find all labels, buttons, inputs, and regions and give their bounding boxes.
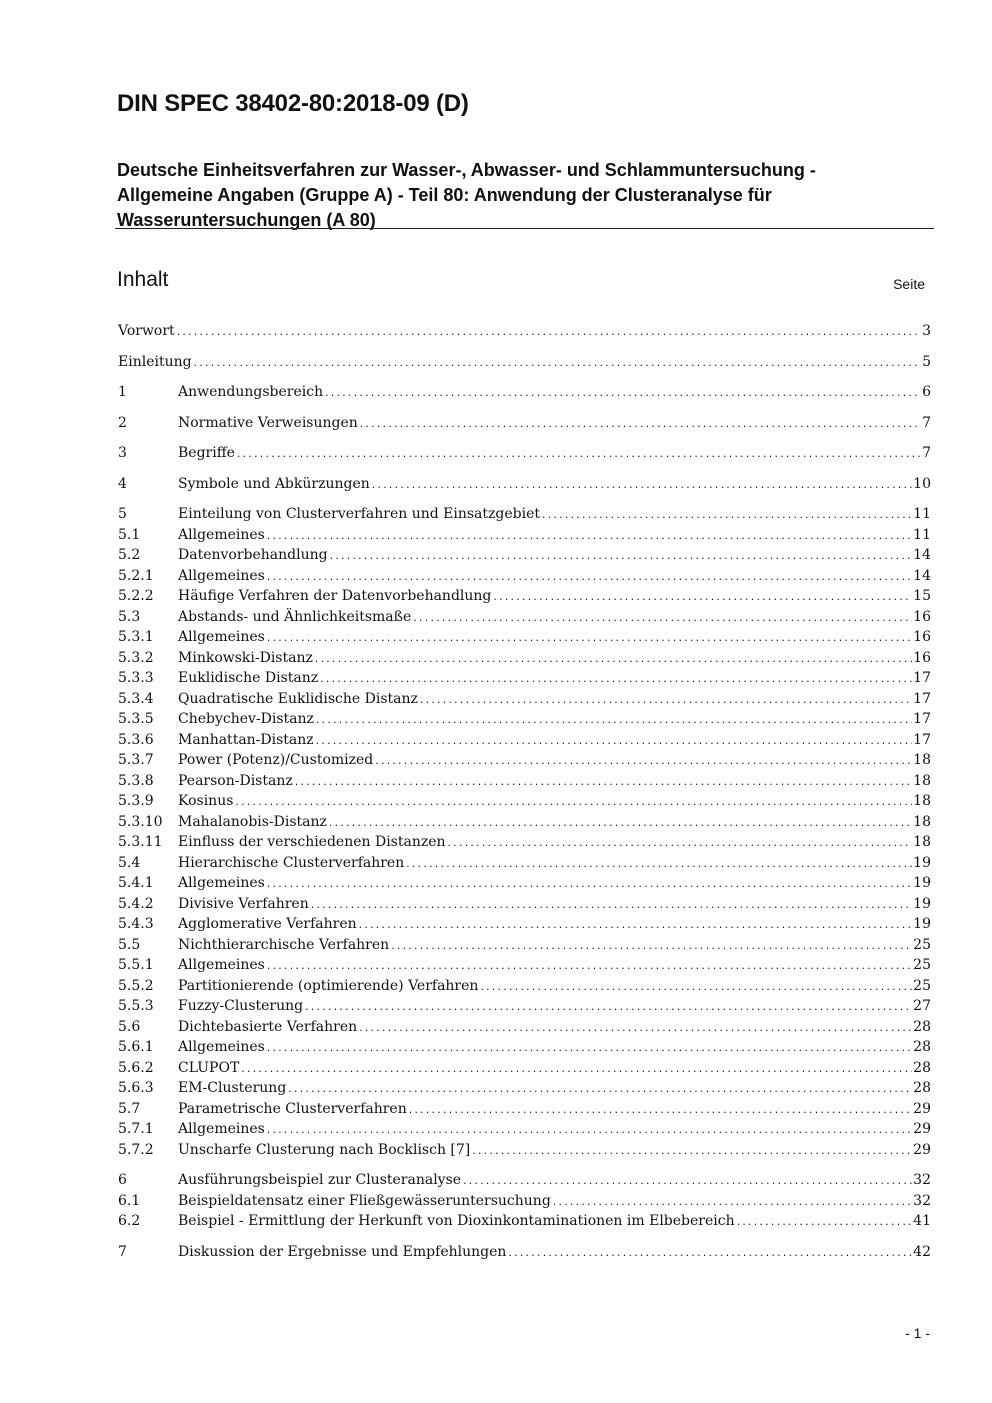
document-title (117, 158, 917, 233)
toc-entry-page: 32 (913, 1172, 931, 1188)
toc-entry[interactable] (118, 793, 931, 814)
toc-entry-page: 17 (913, 711, 931, 727)
toc-entry-title: Fuzzy-Clusterung (178, 998, 304, 1014)
document-title-line: Deutsche Einheitsverfahren zur Wasser-, Abwasser- und Schlammuntersuchung - (117, 160, 816, 180)
toc-entry-title: Pearson-Distanz (178, 772, 293, 789)
toc-entry-page: 18 (913, 752, 931, 768)
toc-entry-title: Allgemeines (178, 567, 265, 584)
toc-dot-leader (240, 1065, 912, 1075)
toc-entry-page: 3 (922, 323, 931, 339)
toc-entry-page: 25 (913, 936, 931, 953)
toc-entry-number: 5.3.6 (118, 731, 154, 748)
toc-entry-number: 5.4.2 (118, 895, 154, 912)
toc-entry[interactable] (118, 629, 931, 650)
toc-entry-number: 3 (118, 445, 127, 461)
toc-entry[interactable] (118, 1193, 931, 1214)
toc-entry-title: Einteilung von Clusterverfahren und Einsatzgebiet (178, 506, 540, 522)
toc-entry-title: EM-Clusterung (178, 1080, 287, 1096)
toc-entry-title: Kosinus (178, 793, 234, 809)
toc-entry-page: 28 (913, 1059, 931, 1076)
toc-entry-page: 11 (913, 526, 931, 543)
toc-dot-leader (412, 614, 912, 624)
toc-entry-page: 28 (913, 1039, 931, 1055)
toc-entry-title: Minkowski-Distanz (178, 649, 313, 666)
toc-entry[interactable] (118, 711, 931, 732)
toc-entry[interactable] (118, 855, 931, 876)
toc-page-column-label: Seite (893, 276, 925, 292)
toc-entry-number: 5.4.3 (118, 916, 154, 932)
toc-entry-title: Allgemeines (178, 526, 265, 543)
toc-entry[interactable] (118, 1101, 931, 1122)
toc-entry-number: 5.3.11 (118, 834, 163, 850)
toc-dot-leader (266, 1044, 912, 1054)
toc-entry-title: Vorwort (118, 323, 175, 339)
toc-dot-leader (408, 1106, 912, 1116)
toc-entry[interactable] (118, 978, 931, 999)
toc-entry-title: Anwendungsbereich (178, 384, 324, 400)
toc-dot-leader (176, 328, 921, 338)
toc-entry-number: 5.1 (118, 526, 141, 543)
toc-entry-number: 5.2 (118, 547, 141, 563)
toc-entry-number: 5.2.1 (118, 567, 154, 584)
toc-entry-page: 16 (913, 608, 931, 625)
toc-entry-page: 14 (913, 567, 931, 584)
toc-entry-page: 32 (913, 1192, 931, 1209)
toc-entry-title: Allgemeines (178, 957, 265, 973)
toc-entry-title: Partitionierende (optimierende) Verfahren (178, 977, 479, 994)
toc-dot-leader (234, 798, 912, 808)
toc-entry-number: 5.5.2 (118, 977, 154, 994)
toc-entry[interactable] (118, 691, 931, 712)
title-divider (115, 228, 934, 229)
toc-entry-page: 18 (913, 834, 931, 850)
toc-entry-title: Agglomerative Verfahren (178, 916, 357, 932)
toc-entry-number: 5.5 (118, 936, 141, 953)
toc-entry-page: 25 (913, 977, 931, 994)
toc-entry-page: 10 (913, 475, 931, 492)
toc-entry-title: Nichthierarchische Verfahren (178, 936, 390, 953)
toc-entry-number: 5.7.1 (118, 1121, 154, 1137)
toc-dot-leader (266, 1126, 912, 1136)
toc-dot-leader (507, 1249, 912, 1259)
toc-entry-title: Symbole und Abkürzungen (178, 475, 370, 492)
toc-entry[interactable] (118, 896, 931, 917)
toc-dot-leader (304, 1003, 912, 1013)
toc-entry[interactable] (118, 732, 931, 753)
toc-entry-title: Parametrische Clusterverfahren (178, 1100, 407, 1117)
toc-entry-page: 19 (913, 916, 931, 932)
toc-entry-number: 5.7 (118, 1100, 141, 1117)
toc-entry-number: 2 (118, 414, 127, 431)
toc-entry[interactable] (118, 568, 931, 589)
toc-entry[interactable] (118, 937, 931, 958)
toc-dot-leader (314, 655, 912, 665)
toc-entry-number: 5.5.3 (118, 998, 154, 1014)
toc-entry[interactable] (118, 834, 931, 855)
toc-dot-leader (266, 634, 912, 644)
toc-entry-title: Chebychev-Distanz (178, 711, 314, 727)
toc-entry-page: 17 (913, 690, 931, 707)
toc-entry-number: 5.4.1 (118, 875, 154, 891)
toc-dot-leader (324, 389, 921, 399)
toc-dot-leader (266, 532, 912, 542)
toc-entry-number: 6 (118, 1172, 127, 1188)
toc-entry-number: 5.3.3 (118, 670, 154, 686)
toc-entry-page: 11 (913, 506, 931, 522)
page-number: - 1 - (905, 1325, 930, 1341)
toc-entry-number: 5.3.5 (118, 711, 154, 727)
toc-entry[interactable] (118, 415, 931, 436)
toc-entry-number: 5.3.9 (118, 793, 154, 809)
toc-entry[interactable] (118, 1080, 931, 1101)
toc-entry-page: 18 (913, 772, 931, 789)
toc-entry-title: Ausführungsbeispiel zur Clusteranalyse (178, 1172, 462, 1188)
toc-entry-page: 28 (913, 1018, 931, 1035)
toc-entry[interactable] (118, 1172, 931, 1193)
toc-entry[interactable] (118, 998, 931, 1019)
toc-entry-title: Allgemeines (178, 629, 265, 645)
toc-entry-page: 18 (913, 793, 931, 809)
toc-entry-title: Diskussion der Ergebnisse und Empfehlungen (178, 1243, 507, 1260)
toc-entry-number: 5.4 (118, 854, 141, 871)
document-title-line: Wasseruntersuchungen (A 80) (117, 210, 376, 230)
toc-entry-number: 5.6 (118, 1018, 141, 1035)
toc-entry-number: 5.3.2 (118, 649, 154, 666)
toc-entry-page: 19 (913, 854, 931, 871)
toc-entry[interactable] (118, 752, 931, 773)
toc-entry[interactable] (118, 506, 931, 527)
toc-entry-page: 42 (913, 1243, 931, 1260)
toc-entry-number: 5.3.8 (118, 772, 154, 789)
toc-entry-title: Einfluss der verschiedenen Distanzen (178, 834, 446, 850)
toc-entry-number: 5 (118, 506, 127, 522)
toc-entry-number: 7 (118, 1243, 127, 1260)
toc-entry[interactable] (118, 650, 931, 671)
document-title-line: Allgemeine Angaben (Gruppe A) - Teil 80: Anwendung der Clusteranalyse für (117, 185, 772, 205)
toc-entry-page: 14 (913, 547, 931, 563)
toc-dot-leader (266, 880, 912, 890)
toc-entry-title: Unscharfe Clusterung nach Bocklisch [7] (178, 1141, 471, 1158)
toc-entry[interactable] (118, 1142, 931, 1163)
toc-entry[interactable] (118, 957, 931, 978)
toc-entry-title: Power (Potenz)/Customized (178, 752, 374, 768)
toc-entry-title: Hierarchische Clusterverfahren (178, 854, 405, 871)
toc-entry[interactable] (118, 1060, 931, 1081)
toc-entry[interactable] (118, 588, 931, 609)
toc-dot-leader (390, 942, 912, 952)
toc-entry-number: 5.6.1 (118, 1039, 154, 1055)
toc-entry-title: Euklidische Distanz (178, 670, 319, 686)
toc-dot-leader (479, 983, 912, 993)
toc-entry[interactable] (118, 1019, 931, 1040)
toc-entry[interactable] (118, 354, 931, 375)
toc-entry-number: 6.2 (118, 1213, 141, 1229)
toc-entry-number: 5.6.3 (118, 1080, 154, 1096)
toc-entry-number: 4 (118, 475, 127, 492)
toc-entry-page: 27 (913, 998, 931, 1014)
toc-dot-leader (310, 901, 912, 911)
toc-entry-number: 1 (118, 384, 127, 400)
toc-dot-leader (319, 675, 912, 685)
toc-dot-leader (736, 1218, 913, 1228)
toc-dot-leader (236, 450, 921, 460)
toc-entry-page: 29 (913, 1141, 931, 1158)
toc-entry-title: Abstands- und Ähnlichkeitsmaße (178, 608, 412, 625)
toc-entry[interactable] (118, 476, 931, 497)
toc-dot-leader (419, 696, 912, 706)
toc-dot-leader (471, 1147, 912, 1157)
toc-entry-title: Beispiel - Ermittlung der Herkunft von Dioxinkontaminationen im Elbebereich (178, 1213, 735, 1229)
toc-entry[interactable] (118, 875, 931, 896)
toc-entry[interactable] (118, 1244, 931, 1265)
toc-entry-title: Quadratische Euklidische Distanz (178, 690, 418, 707)
toc-entry-number: 5.3.4 (118, 690, 154, 707)
toc-entry-number: 5.7.2 (118, 1141, 154, 1158)
toc-dot-leader (287, 1085, 912, 1095)
toc-dot-leader (371, 481, 912, 491)
toc-dot-leader (294, 778, 912, 788)
toc-entry-title: Dichtebasierte Verfahren (178, 1018, 358, 1035)
toc-entry-number: 5.3.7 (118, 752, 154, 768)
toc-entry-title: Datenvorbehandlung (178, 547, 328, 563)
toc-entry-number: 5.2.2 (118, 588, 154, 604)
toc-entry-title: CLUPOT (178, 1059, 240, 1076)
toc-entry-page: 29 (913, 1100, 931, 1117)
toc-dot-leader (358, 1024, 912, 1034)
toc-dot-leader (193, 359, 922, 369)
toc-entry-page: 19 (913, 895, 931, 912)
toc-entry[interactable] (118, 1213, 931, 1234)
toc-entry-title: Allgemeines (178, 1121, 265, 1137)
toc-entry-page: 7 (922, 445, 931, 461)
toc-entry[interactable] (118, 609, 931, 630)
toc-entry-page: 7 (922, 414, 931, 431)
toc-entry-title: Begriffe (178, 445, 235, 461)
toc-entry-page: 5 (922, 353, 931, 370)
toc-dot-leader (541, 511, 912, 521)
toc-entry-page: 25 (913, 957, 931, 973)
toc-dot-leader (405, 860, 912, 870)
toc-dot-leader (315, 716, 912, 726)
toc-entry[interactable] (118, 445, 931, 466)
table-of-contents (118, 323, 931, 1264)
toc-dot-leader (462, 1177, 912, 1187)
toc-entry-number: 5.3 (118, 608, 141, 625)
toc-entry[interactable] (118, 384, 931, 405)
toc-entry[interactable] (118, 916, 931, 937)
toc-heading: Inhalt (117, 268, 169, 291)
toc-dot-leader (374, 757, 912, 767)
document-id: DIN SPEC 38402-80:2018-09 (D) (117, 90, 469, 117)
toc-entry-page: 17 (913, 670, 931, 686)
toc-entry-number: 5.3.1 (118, 629, 154, 645)
toc-entry-page: 16 (913, 629, 931, 645)
toc-dot-leader (447, 839, 913, 849)
toc-entry[interactable] (118, 1039, 931, 1060)
toc-entry[interactable] (118, 323, 931, 344)
toc-dot-leader (359, 420, 921, 430)
toc-entry-page: 6 (922, 384, 931, 400)
toc-dot-leader (266, 573, 912, 583)
toc-entry-page: 29 (913, 1121, 931, 1137)
toc-entry-number: 5.5.1 (118, 957, 154, 973)
toc-dot-leader (266, 962, 912, 972)
toc-dot-leader (552, 1198, 912, 1208)
toc-entry-page: 41 (913, 1213, 931, 1229)
toc-entry-title: Normative Verweisungen (178, 414, 358, 431)
toc-entry[interactable] (118, 1121, 931, 1142)
toc-entry-page: 28 (913, 1080, 931, 1096)
toc-dot-leader (328, 819, 912, 829)
toc-entry-title: Mahalanobis-Distanz (178, 813, 327, 830)
toc-entry[interactable] (118, 547, 931, 568)
toc-entry-title: Allgemeines (178, 1039, 265, 1055)
toc-entry-number: 5.3.10 (118, 813, 163, 830)
toc-entry[interactable] (118, 527, 931, 548)
toc-entry[interactable] (118, 670, 931, 691)
toc-entry[interactable] (118, 773, 931, 794)
toc-entry-page: 16 (913, 649, 931, 666)
toc-entry-number: 5.6.2 (118, 1059, 154, 1076)
toc-entry-title: Allgemeines (178, 875, 265, 891)
toc-dot-leader (329, 552, 913, 562)
toc-entry-page: 17 (913, 731, 931, 748)
toc-entry-number: 6.1 (118, 1192, 141, 1209)
toc-entry-title: Divisive Verfahren (178, 895, 309, 912)
toc-entry-title: Einleitung (118, 353, 192, 370)
toc-dot-leader (315, 737, 913, 747)
toc-entry-page: 15 (913, 588, 931, 604)
toc-entry-page: 19 (913, 875, 931, 891)
toc-entry-title: Manhattan-Distanz (178, 731, 314, 748)
toc-entry[interactable] (118, 814, 931, 835)
toc-entry-page: 18 (913, 813, 931, 830)
toc-dot-leader (492, 593, 912, 603)
toc-dot-leader (358, 921, 913, 931)
toc-entry-title: Beispieldatensatz einer Fließgewässeruntersuchung (178, 1192, 551, 1209)
toc-entry-title: Häufige Verfahren der Datenvorbehandlung (178, 588, 492, 604)
